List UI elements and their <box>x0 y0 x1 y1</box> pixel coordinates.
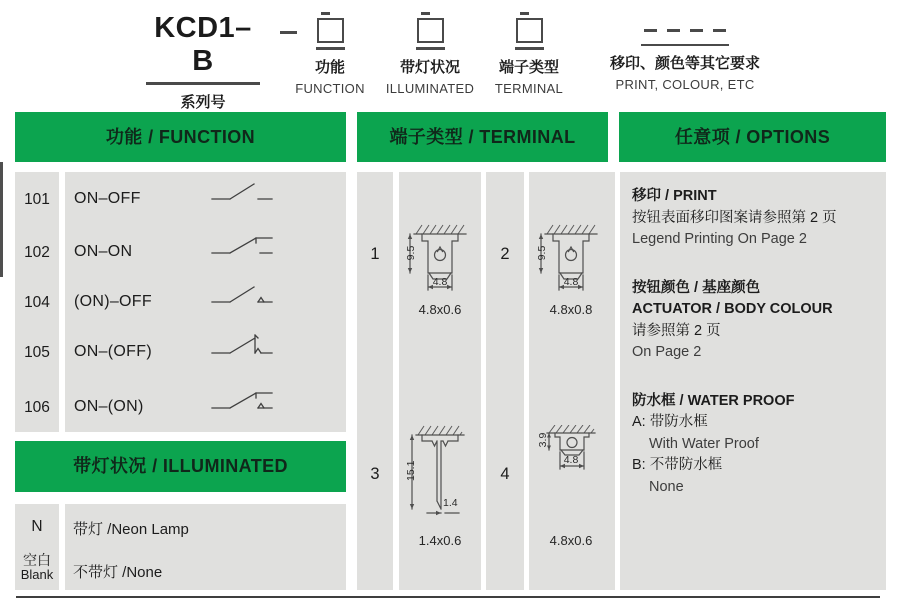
dim-height: 15.1 <box>405 460 417 481</box>
print-option-section <box>632 186 882 251</box>
colour-option-title-zh: 按钮颜色 / 基座颜色 <box>632 279 761 296</box>
waterproof-option-a: A: 带防水框 <box>632 414 708 430</box>
function-row-code: 105 <box>24 344 50 361</box>
dim-height: 9.5 <box>405 245 417 261</box>
code-field-illuminated <box>373 12 487 96</box>
switch-symbol-on-on-icon <box>210 232 274 256</box>
dim-width: 4.8 <box>563 454 579 466</box>
print-option-title: 移印 / PRINT <box>632 188 717 204</box>
switch-symbol-on-off-icon <box>210 179 274 203</box>
terminal-field-label-en: TERMINAL <box>494 81 564 96</box>
code-box-underline <box>316 47 345 50</box>
code-box-icon <box>317 18 344 43</box>
function-field-label-zh: 功能 <box>314 59 345 76</box>
waterproof-option-b: B: 不带防水框 <box>632 457 723 473</box>
terminal-header: 端子类型 / TERMINAL <box>357 112 608 162</box>
waterproof-option-b-en: None <box>649 478 684 495</box>
function-row-code: 104 <box>24 294 50 311</box>
tick-mark <box>421 12 430 15</box>
tick-mark <box>321 12 330 15</box>
series-code: KCD1–B <box>146 12 260 85</box>
terminal-caption: 4.8x0.6 <box>549 533 593 548</box>
bottom-divider <box>16 596 880 598</box>
function-row-code: 106 <box>24 399 50 416</box>
dim-width: 4.8 <box>432 276 448 288</box>
function-row-code: 101 <box>24 191 50 208</box>
options-header: 任意项 / OPTIONS <box>619 112 886 162</box>
print-field-label-zh: 移印、颜色等其它要求 <box>609 55 760 72</box>
function-row-label: ON–ON <box>74 243 133 260</box>
function-row-label: ON–(OFF) <box>74 343 152 360</box>
terminal-number-column-left <box>357 172 393 590</box>
dashed-code-icon <box>600 29 770 32</box>
code-field-print <box>600 12 770 92</box>
code-box-icon <box>417 18 444 43</box>
illuminated-field-label-en: ILLUMINATED <box>385 81 475 96</box>
print-option-line-zh: 按钮表面移印图案请参照第 2 页 <box>632 209 837 226</box>
function-row-label: (ON)–OFF <box>74 293 152 310</box>
page-edge-artifact <box>0 162 3 277</box>
terminal-drawing-3 <box>401 425 479 550</box>
function-row-code: 102 <box>24 244 50 261</box>
series-label-zh: 系列号 <box>180 94 226 111</box>
terminal-field-label-zh: 端子类型 <box>498 59 559 76</box>
illuminated-row-code <box>15 553 59 582</box>
function-header: 功能 / FUNCTION <box>15 112 346 162</box>
code-box-underline <box>515 47 544 50</box>
function-row-label: ON–(ON) <box>74 398 144 415</box>
colour-option-section <box>632 278 882 364</box>
function-row-label: ON–OFF <box>74 190 141 207</box>
waterproof-title: 防水框 / WATER PROOF <box>632 392 795 409</box>
terminal-drawing-1 <box>401 222 479 322</box>
dim-width: 1.4 <box>443 497 458 509</box>
dim-width: 4.8 <box>563 276 579 288</box>
code-field-terminal <box>472 12 586 96</box>
terminal-drawing-2 <box>532 222 610 322</box>
colour-option-line-en: On Page 2 <box>632 344 702 360</box>
switch-symbol-on-momentary-off-icon <box>210 332 274 356</box>
colour-option-title-en: ACTUATOR / BODY COLOUR <box>632 301 833 317</box>
switch-symbol-on-momentary-on-icon <box>210 387 274 411</box>
print-option-line-en: Legend Printing On Page 2 <box>632 231 807 247</box>
illuminated-row-label: 不带灯 /None <box>73 564 163 581</box>
terminal-caption: 4.8x0.6 <box>418 302 462 317</box>
tick-mark <box>520 12 529 15</box>
terminal-drawing-4 <box>532 425 610 550</box>
blank-code-en: Blank <box>20 567 54 582</box>
illuminated-row-label: 带灯 /Neon Lamp <box>73 521 189 538</box>
waterproof-option-section <box>632 391 882 499</box>
print-field-label-en: PRINT, COLOUR, ETC <box>615 77 755 92</box>
code-field-function <box>273 12 387 96</box>
illuminated-row-code: N <box>31 518 43 535</box>
dim-height: 3.9 <box>537 432 549 448</box>
terminal-caption: 4.8x0.8 <box>549 302 593 317</box>
function-field-label-en: FUNCTION <box>295 81 365 96</box>
terminal-number-column-right <box>486 172 524 590</box>
switch-symbol-momentary-on-off-icon <box>210 282 274 306</box>
terminal-number: 2 <box>500 245 510 263</box>
dim-height: 9.5 <box>536 245 548 261</box>
illuminated-field-label-zh: 带灯状况 <box>399 59 460 76</box>
illuminated-header: 带灯状况 / ILLUMINATED <box>15 441 346 492</box>
code-box-underline <box>416 47 445 50</box>
blank-code-zh: 空白 <box>23 552 51 568</box>
waterproof-option-a-en: With Water Proof <box>649 435 759 452</box>
terminal-number: 1 <box>370 245 380 263</box>
terminal-caption: 1.4x0.6 <box>418 533 462 548</box>
options-text-block <box>632 186 882 498</box>
terminal-number: 3 <box>370 465 380 483</box>
code-box-icon <box>516 18 543 43</box>
terminal-number: 4 <box>500 465 510 483</box>
dashed-code-underline <box>641 44 729 46</box>
colour-option-line-zh: 请参照第 2 页 <box>632 322 721 339</box>
